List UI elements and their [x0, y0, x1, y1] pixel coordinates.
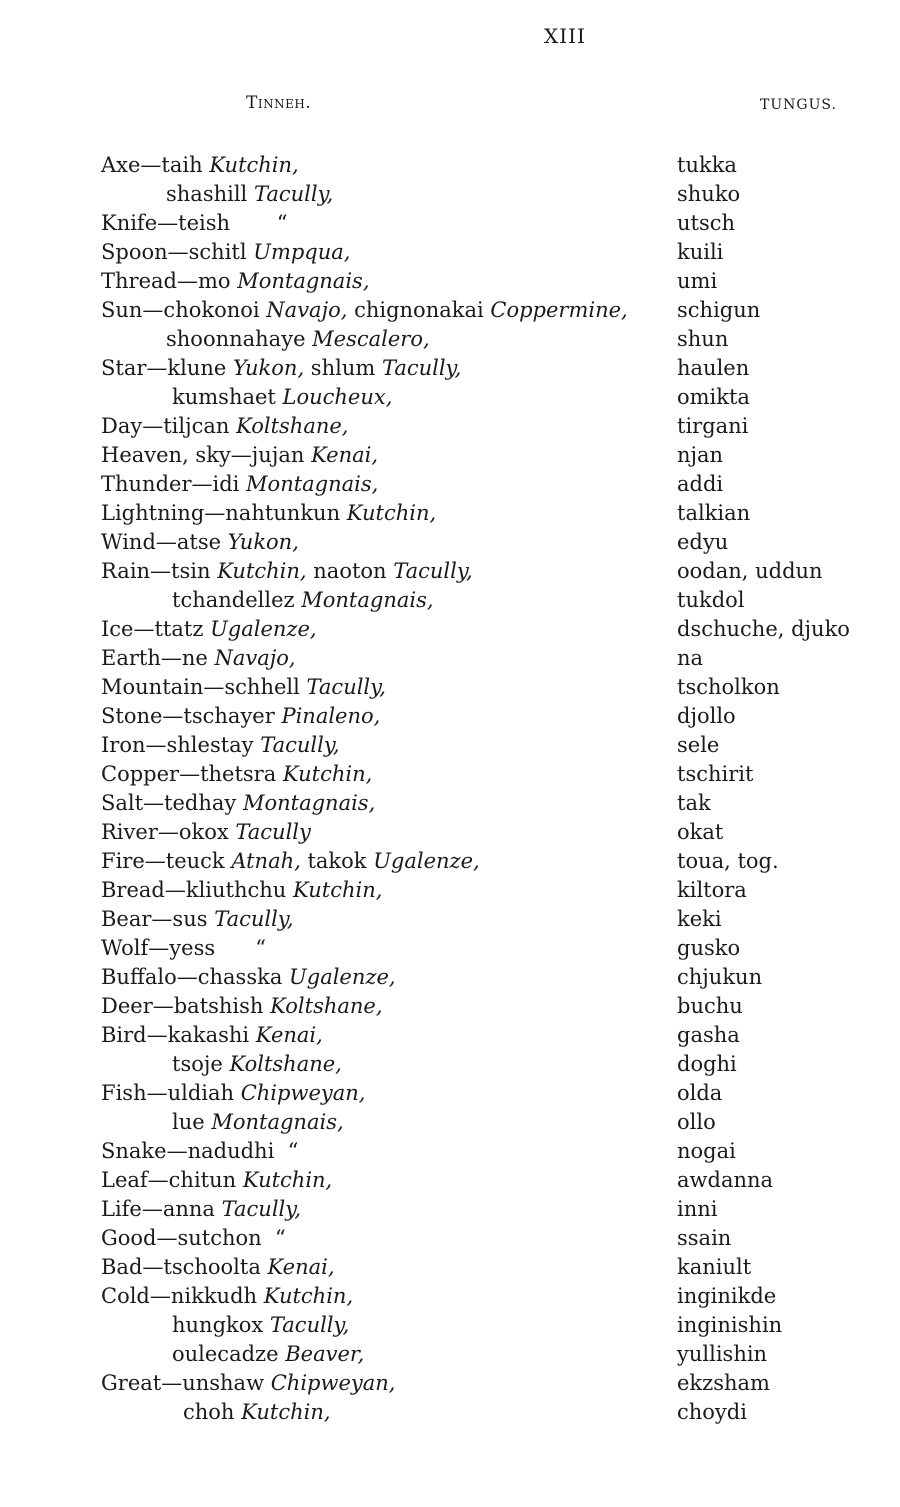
tinneh-entry: Rain—tsin Kutchin, naoton Tacully,	[101, 559, 473, 583]
word-row	[0, 644, 900, 673]
tinneh-entry: Iron—shlestay Tacully,	[101, 733, 340, 757]
word-row	[0, 847, 900, 876]
tungus-entry: shun	[677, 327, 729, 351]
word-row	[0, 615, 900, 644]
word-row	[0, 180, 900, 209]
tinneh-entry: Bread—kliuthchu Kutchin,	[101, 878, 383, 902]
tungus-entry: ekzsham	[677, 1371, 770, 1395]
word-row	[0, 1195, 900, 1224]
tungus-entry: awdanna	[677, 1168, 774, 1192]
tinneh-entry: Bad—tschoolta Kenai,	[101, 1255, 335, 1279]
tungus-entry: haulen	[677, 356, 750, 380]
tinneh-entry: Stone—tschayer Pinaleno,	[101, 704, 381, 728]
word-row	[0, 1166, 900, 1195]
tinneh-entry: oulecadze Beaver,	[172, 1342, 365, 1366]
tinneh-entry: Cold—nikkudh Kutchin,	[101, 1284, 354, 1308]
word-row	[0, 1224, 900, 1253]
tungus-entry: kuili	[677, 240, 724, 264]
word-row	[0, 702, 900, 731]
tungus-entry: dschuche, djuko	[677, 617, 850, 641]
tinneh-entry: Bird—kakashi Kenai,	[101, 1023, 323, 1047]
tungus-entry: schigun	[677, 298, 761, 322]
word-row	[0, 1253, 900, 1282]
tinneh-entry: lue Montagnais,	[172, 1110, 344, 1134]
tungus-entry: nogai	[677, 1139, 736, 1163]
tungus-entry: tscholkon	[677, 675, 780, 699]
tinneh-entry: Good—sutchon “	[101, 1226, 286, 1250]
word-row	[0, 470, 900, 499]
tinneh-entry: Knife—teish “	[101, 211, 288, 235]
tungus-entry: tukdol	[677, 588, 745, 612]
tungus-entry: olda	[677, 1081, 723, 1105]
tungus-entry: utsch	[677, 211, 736, 235]
word-row	[0, 1340, 900, 1369]
column-header-tungus: TUNGUS.	[760, 97, 837, 113]
word-row	[0, 209, 900, 238]
word-row	[0, 1108, 900, 1137]
tinneh-entry: Axe—taih Kutchin,	[101, 153, 299, 177]
tungus-entry: edyu	[677, 530, 729, 554]
tungus-entry: okat	[677, 820, 724, 844]
tungus-entry: shuko	[677, 182, 741, 206]
tungus-entry: umi	[677, 269, 718, 293]
tungus-entry: djollo	[677, 704, 736, 728]
word-row	[0, 151, 900, 180]
tinneh-entry: Thread—mo Montagnais,	[101, 269, 370, 293]
page-number: XIII	[544, 24, 586, 48]
word-row	[0, 992, 900, 1021]
word-row	[0, 789, 900, 818]
word-row	[0, 673, 900, 702]
word-row	[0, 238, 900, 267]
tinneh-entry: Snake—nadudhi “	[101, 1139, 299, 1163]
tinneh-entry: Deer—batshish Koltshane,	[101, 994, 383, 1018]
tungus-entry: oodan, uddun	[677, 559, 823, 583]
word-row	[0, 325, 900, 354]
tinneh-entry: Salt—tedhay Montagnais,	[101, 791, 376, 815]
tungus-entry: tschirit	[677, 762, 754, 786]
tinneh-entry: shashill Tacully,	[166, 182, 334, 206]
tungus-entry: talkian	[677, 501, 751, 525]
word-row	[0, 1137, 900, 1166]
tinneh-entry: kumshaet Loucheux,	[172, 385, 393, 409]
word-row	[0, 412, 900, 441]
tungus-entry: inginikde	[677, 1284, 777, 1308]
tinneh-entry: Day—tiljcan Koltshane,	[101, 414, 349, 438]
word-row	[0, 1021, 900, 1050]
tungus-entry: yullishin	[677, 1342, 768, 1366]
word-row	[0, 296, 900, 325]
word-row	[0, 267, 900, 296]
word-row	[0, 1398, 900, 1427]
word-row	[0, 354, 900, 383]
word-row	[0, 1369, 900, 1398]
tinneh-entry: Wind—atse Yukon,	[101, 530, 299, 554]
tinneh-entry: Life—anna Tacully,	[101, 1197, 302, 1221]
word-row	[0, 1282, 900, 1311]
tinneh-entry: shoonnahaye Mescalero,	[166, 327, 430, 351]
tungus-entry: chjukun	[677, 965, 763, 989]
word-list	[0, 151, 900, 1427]
tungus-entry: tukka	[677, 153, 737, 177]
tinneh-entry: Earth—ne Navajo,	[101, 646, 296, 670]
word-row	[0, 441, 900, 470]
tungus-entry: tak	[677, 791, 711, 815]
tungus-entry: keki	[677, 907, 722, 931]
tinneh-entry: Heaven, sky—jujan Kenai,	[101, 443, 379, 467]
tinneh-entry: River—okox Tacully	[101, 820, 311, 844]
word-row	[0, 528, 900, 557]
tinneh-entry: Thunder—idi Montagnais,	[101, 472, 379, 496]
tungus-entry: inni	[677, 1197, 718, 1221]
tinneh-entry: Sun—chokonoi Navajo, chignonakai Coppermine,	[101, 298, 628, 322]
tinneh-entry: Leaf—chitun Kutchin,	[101, 1168, 333, 1192]
column-header-tinneh: Tinneh.	[246, 93, 312, 113]
tinneh-entry: Wolf—yess “	[101, 936, 266, 960]
tinneh-entry: Ice—ttatz Ugalenze,	[101, 617, 317, 641]
tinneh-entry: Lightning—nahtunkun Kutchin,	[101, 501, 437, 525]
tungus-entry: toua, tog.	[677, 849, 779, 873]
tungus-entry: kaniult	[677, 1255, 752, 1279]
tinneh-entry: Bear—sus Tacully,	[101, 907, 294, 931]
tungus-entry: tirgani	[677, 414, 749, 438]
tungus-entry: ollo	[677, 1110, 716, 1134]
word-row	[0, 963, 900, 992]
word-row	[0, 1311, 900, 1340]
tinneh-entry: hungkox Tacully,	[172, 1313, 350, 1337]
tungus-entry: doghi	[677, 1052, 737, 1076]
tungus-entry: gasha	[677, 1023, 740, 1047]
tinneh-entry: tchandellez Montagnais,	[172, 588, 434, 612]
tinneh-entry: Buffalo—chasska Ugalenze,	[101, 965, 396, 989]
word-row	[0, 586, 900, 615]
word-row	[0, 905, 900, 934]
tinneh-entry: choh Kutchin,	[183, 1400, 331, 1424]
word-row	[0, 934, 900, 963]
tungus-entry: inginishin	[677, 1313, 783, 1337]
word-row	[0, 557, 900, 586]
tinneh-entry: Fish—uldiah Chipweyan,	[101, 1081, 366, 1105]
tungus-entry: buchu	[677, 994, 743, 1018]
tungus-entry: na	[677, 646, 704, 670]
tinneh-entry: tsoje Koltshane,	[172, 1052, 342, 1076]
tungus-entry: njan	[677, 443, 724, 467]
word-row	[0, 1050, 900, 1079]
tungus-entry: kiltora	[677, 878, 747, 902]
word-row	[0, 383, 900, 412]
word-row	[0, 818, 900, 847]
tinneh-entry: Copper—thetsra Kutchin,	[101, 762, 373, 786]
word-row	[0, 876, 900, 905]
tinneh-entry: Mountain—schhell Tacully,	[101, 675, 386, 699]
word-row	[0, 731, 900, 760]
tungus-entry: gusko	[677, 936, 741, 960]
tinneh-entry: Star—klune Yukon, shlum Tacully,	[101, 356, 462, 380]
tungus-entry: choydi	[677, 1400, 747, 1424]
tinneh-entry: Fire—teuck Atnah, takok Ugalenze,	[101, 849, 480, 873]
tungus-entry: sele	[677, 733, 720, 757]
tungus-entry: ssain	[677, 1226, 732, 1250]
tinneh-entry: Great—unshaw Chipweyan,	[101, 1371, 396, 1395]
tinneh-entry: Spoon—schitl Umpqua,	[101, 240, 351, 264]
tungus-entry: addi	[677, 472, 724, 496]
word-row	[0, 499, 900, 528]
word-row	[0, 760, 900, 789]
word-row	[0, 1079, 900, 1108]
tungus-entry: omikta	[677, 385, 750, 409]
